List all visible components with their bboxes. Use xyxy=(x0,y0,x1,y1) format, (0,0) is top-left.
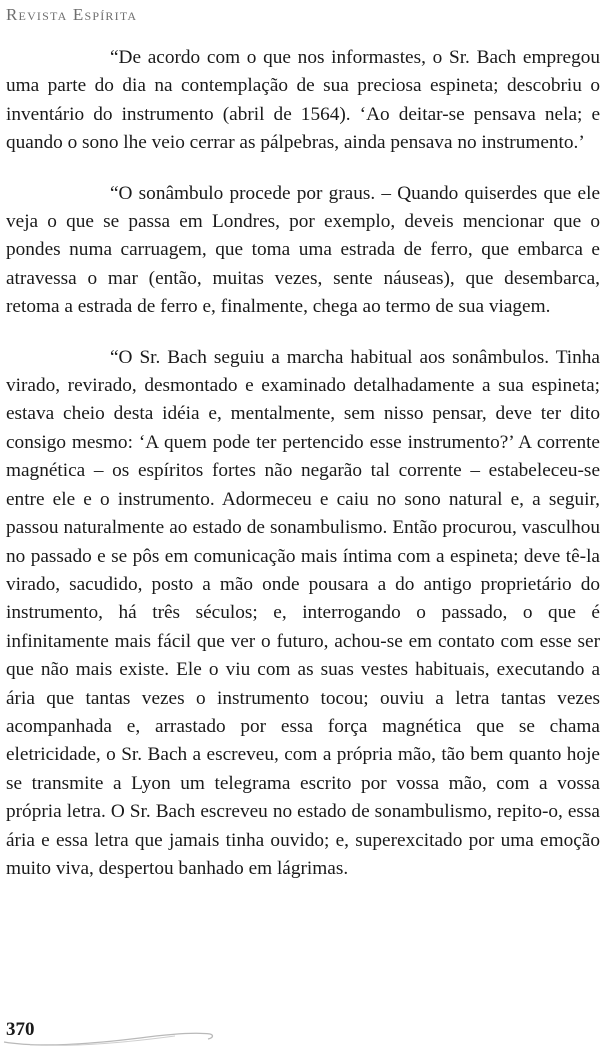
paragraph-2: “O sonâmbulo procede por graus. – Quando quiserdes que ele veja o que se passa em Londres, por exemplo, deveis mencionar que o pondes numa carruagem, que toma uma estrada de ferro, que embarca e atravessa o mar (então, muitas vezes, sente náuseas), que desembarca, retoma a estrada de ferro e, finalmente, chega ao termo de sua viagem. xyxy=(6,182,600,318)
page-body xyxy=(6,44,600,905)
paragraph-1: “De acordo com o que nos informastes, o Sr. Bach empregou uma parte do dia na contemplação de sua preciosa espineta; descobriu o inventário do instrumento (abril de 1564). ‘Ao deitar-se pensava nela; e quando o sono lhe veio cerrar as pálpebras, ainda pensava no instrumento.’ xyxy=(6,47,600,154)
running-header: Revista Espírita xyxy=(6,5,138,24)
page-number: 370 xyxy=(6,1019,35,1040)
paragraph-3: “O Sr. Bach seguiu a marcha habitual aos sonâmbulos. Tinha virado, revirado, desmontado e examinado detalhadamente a sua espineta; estava cheio desta idéia e, mentalmente, sem nisso pensar, deve ter dito consigo mesmo: ‘A quem pode ter pertencido esse instrumento?’ A corrente magnética – os espíritos fortes não negarão tal corrente – estabeleceu-se entre ele e o instrumento. Adormeceu e caiu no sono natural e, a seguir, passou naturalmente ao estado de sonambulismo. Então procurou, vasculhou no passado e se pôs em comunicação mais íntima com a espineta; deve tê-la virado, sacudido, posto a mão onde pousara a do antigo proprietário do instrumento, há três séculos; e, interrogando o passado, o que é infinitamente mais fácil que ver o futuro, achou-se em contato com esse ser que não mais existe. Ele o viu com as suas vestes habituais, executando a ária que tantas vezes o instrumento tocou; ouviu a letra tantas vezes acompanhada e, arrastado por essa força magnética que se chama eletricidade, o Sr. Bach a escreveu, com a própria mão, tão bem quanto hoje se transmite a Lyon um telegrama escrito por vossa mão, com a vossa própria letra. O Sr. Bach escreveu no estado de sonambulismo, repito-o, essa ária e essa letra que jamais tinha ouvido; e, superexcitado por uma emoção muito viva, despertou banhado em lágrimas. xyxy=(6,346,600,879)
